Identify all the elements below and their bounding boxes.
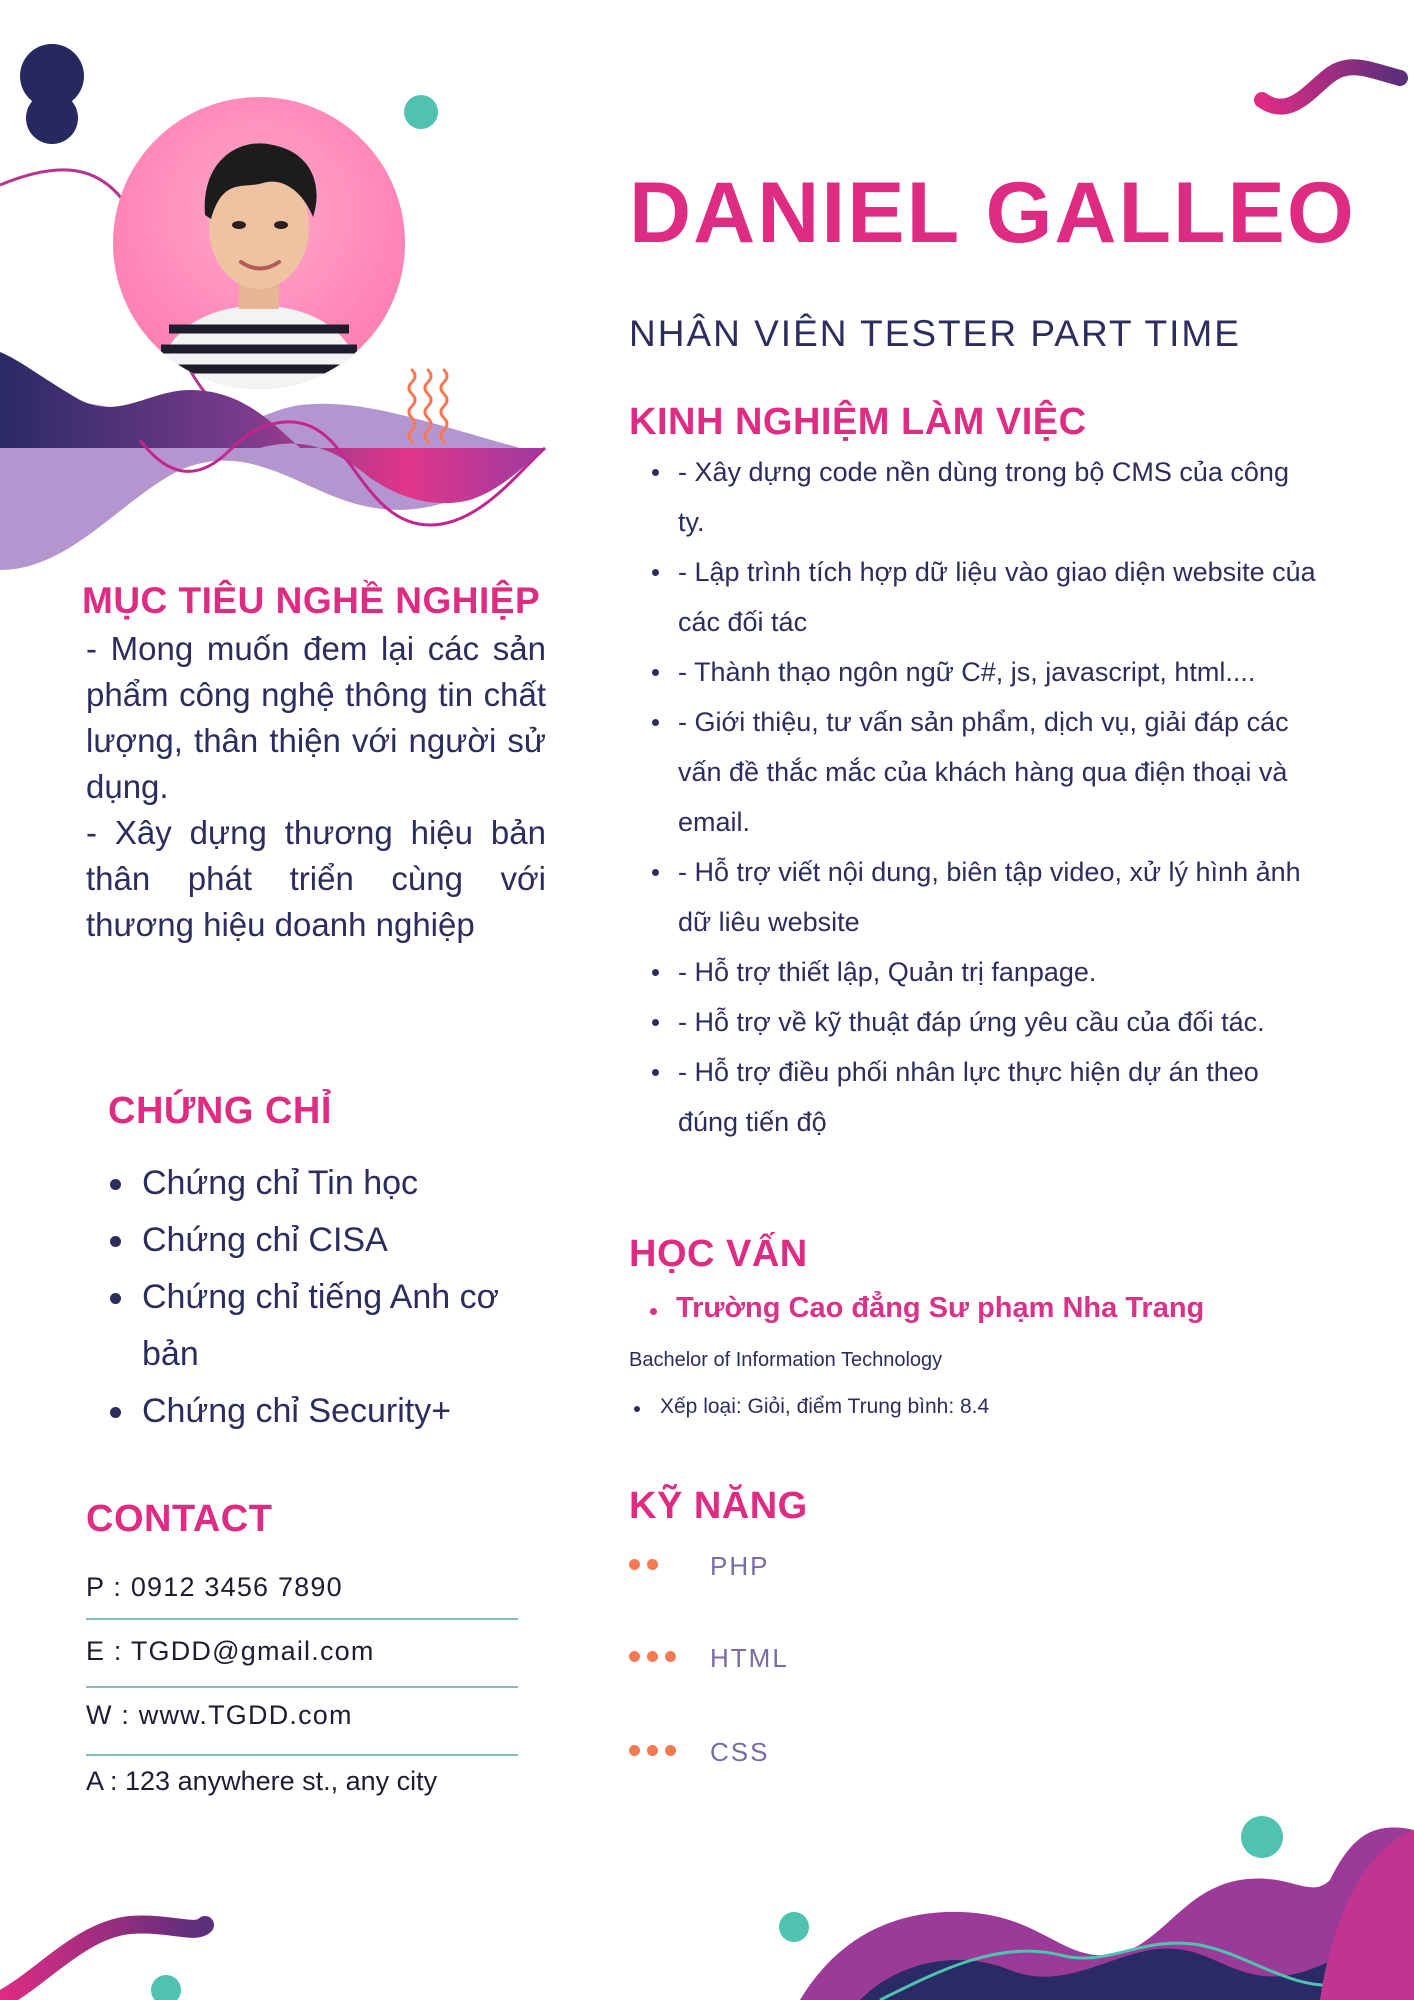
experience-item: - Hỗ trợ viết nội dung, biên tập video, xử lý hình ảnh dữ liêu website: [650, 847, 1320, 947]
skill-name: HTML: [710, 1643, 789, 1673]
education-school: Trường Cao đẳng Sư phạm Nha Trang: [648, 1292, 1204, 1325]
contact-title: CONTACT: [86, 1498, 273, 1540]
teal-dot-shape: [151, 1975, 181, 2000]
skill-name: CSS: [710, 1737, 770, 1767]
teal-dot-shape: [779, 1912, 809, 1942]
objective-text: [86, 626, 546, 948]
skill-dot: [629, 1651, 640, 1662]
bottom-right-wave-shape: [800, 1827, 1414, 2000]
skill-dot: [665, 1651, 676, 1662]
teal-dot-shape: [1241, 1816, 1283, 1858]
objective-title: MỤC TIÊU NGHỀ NGHIỆP: [82, 580, 541, 621]
certificate-item: Chứng chỉ tiếng Anh cơ bản: [108, 1269, 528, 1383]
top-right-squiggle-shape: [1262, 67, 1400, 106]
bottom-left-squiggle-shape: [0, 1925, 205, 2000]
orange-squiggle-shape: [409, 370, 447, 442]
contact-email[interactable]: E : TGDD@gmail.com: [86, 1636, 375, 1666]
skill-dot: [665, 1745, 676, 1756]
education-grade: Xếp loại: Giỏi, điểm Trung bình: 8.4: [632, 1395, 989, 1419]
education-degree: Bachelor of Information Technology: [629, 1349, 943, 1371]
objective-line: - Mong muốn đem lại các sản phẩm công nghệ thông tin chất lượng, thân thiện với người sử dụng.: [86, 630, 546, 805]
experience-item: - Lập trình tích hợp dữ liệu vào giao diện website của các đối tác: [650, 547, 1320, 647]
skills-title: KỸ NĂNG: [629, 1485, 808, 1527]
skill-dot: [629, 1745, 640, 1756]
certificate-list: [108, 1155, 528, 1440]
profile-photo: [113, 97, 405, 389]
peanut-blob-shape: [20, 44, 84, 144]
experience-item: - Giới thiệu, tư vấn sản phẩm, dịch vụ, giải đáp các vấn đề thắc mắc của khách hàng qua điện thoại và email.: [650, 697, 1320, 847]
certificate-item: Chứng chỉ Security+: [108, 1383, 528, 1440]
certificate-item: Chứng chỉ Tin học: [108, 1155, 528, 1212]
contact-address: A : 123 anywhere st., any city: [86, 1766, 438, 1796]
education-title: HỌC VẤN: [629, 1233, 808, 1275]
skill-level-dots: [629, 1559, 658, 1570]
objective-line: - Xây dựng thương hiệu bản thân phát triển cùng với thương hiệu doanh nghiệp: [86, 814, 546, 943]
experience-item: - Hỗ trợ về kỹ thuật đáp ứng yêu cầu của đối tác.: [650, 997, 1320, 1047]
teal-dot-shape: [404, 95, 438, 129]
experience-item: - Hỗ trợ điều phối nhân lực thực hiện dự án theo đúng tiến độ: [650, 1047, 1320, 1147]
skill-dot: [629, 1559, 640, 1570]
divider: [86, 1686, 518, 1688]
person-icon: [113, 97, 405, 389]
certificate-item: Chứng chỉ CISA: [108, 1212, 528, 1269]
experience-item: - Thành thạo ngôn ngữ C#, js, javascript, html....: [650, 647, 1320, 697]
contact-phone[interactable]: P : 0912 3456 7890: [86, 1572, 343, 1602]
contact-website[interactable]: W : www.TGDD.com: [86, 1700, 353, 1730]
skill-name: PHP: [710, 1551, 770, 1581]
experience-list: [650, 447, 1320, 1147]
candidate-name: DANIEL GALLEO: [629, 165, 1356, 261]
skill-level-dots: [629, 1651, 676, 1662]
experience-item: - Xây dựng code nền dùng trong bộ CMS của công ty.: [650, 447, 1320, 547]
experience-item: - Hỗ trợ thiết lập, Quản trị fanpage.: [650, 947, 1320, 997]
divider: [86, 1618, 518, 1620]
experience-title: KINH NGHIỆM LÀM VIỆC: [629, 401, 1087, 443]
skill-level-dots: [629, 1745, 676, 1756]
job-title: NHÂN VIÊN TESTER PART TIME: [629, 313, 1241, 354]
skill-dot: [647, 1559, 658, 1570]
skill-dot: [647, 1745, 658, 1756]
divider: [86, 1754, 518, 1756]
skill-dot: [647, 1651, 658, 1662]
certificates-title: CHỨNG CHỈ: [108, 1090, 332, 1132]
purple-wave-shape: [0, 402, 520, 570]
